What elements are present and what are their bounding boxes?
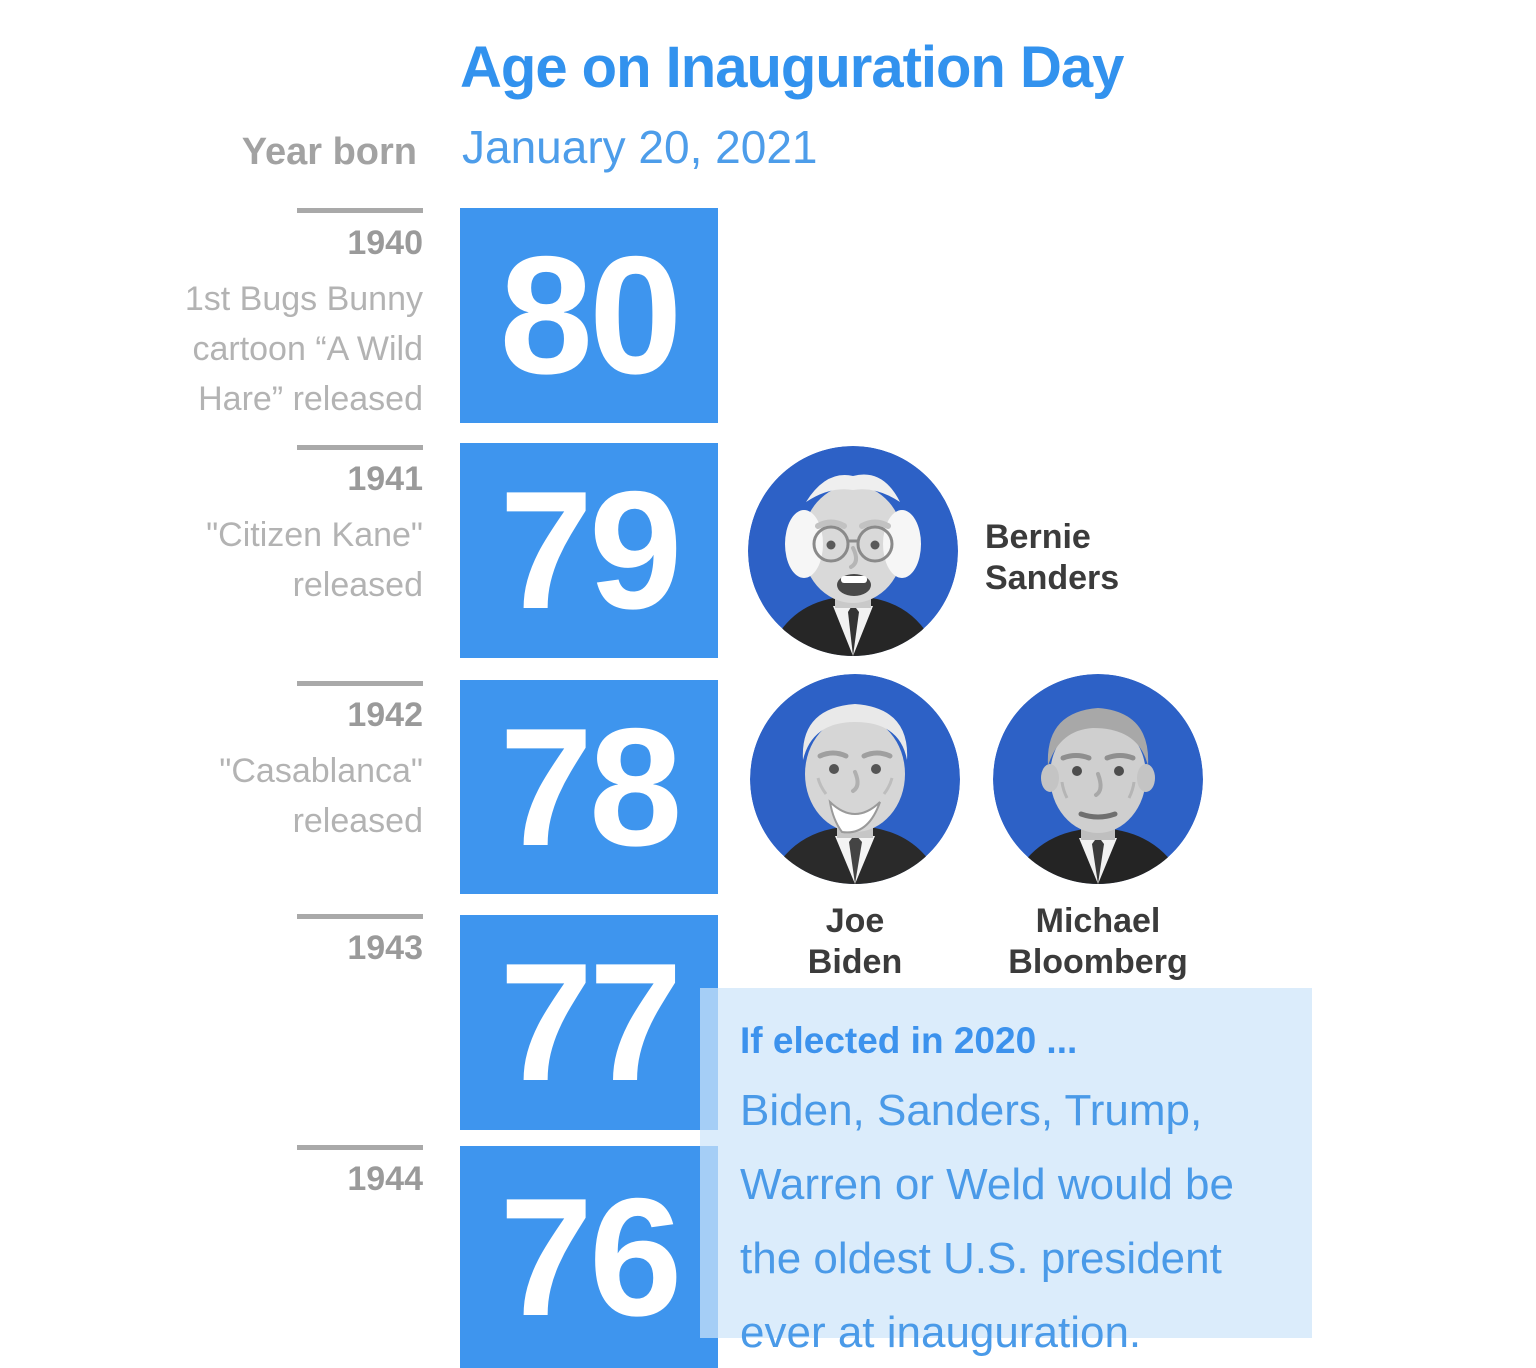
age-bar-78 (460, 680, 718, 894)
bernie-sanders-photo (748, 446, 958, 656)
age-bar-80 (460, 208, 718, 423)
year-born-axis-label: Year born (241, 131, 417, 173)
name-line: Sanders (985, 559, 1120, 597)
name-line: Joe (825, 902, 885, 940)
age-bar-79 (460, 443, 718, 658)
age-value: 80 (499, 221, 679, 409)
tick-1942 (297, 681, 423, 686)
callout-body: Biden, Sanders, Trump, Warren or Weld would be the oldest U.S. president ever at inauguration. (740, 1086, 1234, 1357)
tick-1944 (297, 1145, 423, 1150)
tick-1940 (297, 208, 423, 213)
year-label-1940: 1940 (347, 224, 423, 262)
year-label-1943: 1943 (347, 929, 423, 967)
joe-biden-label (752, 901, 958, 983)
bernie-sanders-portrait-svg (748, 446, 958, 656)
age-value: 79 (499, 456, 679, 644)
event-label-1940: 1st Bugs Bunny cartoon “A Wild Hare” released (184, 280, 423, 418)
michael-bloomberg-photo (993, 674, 1203, 884)
if-elected-callout (700, 988, 1312, 1357)
event-label-1942: "Casablanca" released (219, 752, 423, 840)
age-bar-77 (460, 915, 718, 1130)
page-title: Age on Inauguration Day (460, 35, 1124, 100)
page-subtitle: January 20, 2021 (462, 121, 818, 173)
age-value: 76 (499, 1162, 679, 1351)
joe-biden-portrait-svg (750, 674, 960, 884)
age-value: 77 (499, 928, 679, 1116)
name-line: Bloomberg (1008, 943, 1188, 981)
name-line: Biden (807, 943, 903, 981)
event-label-1941: "Citizen Kane" released (206, 516, 423, 604)
tick-1943 (297, 914, 423, 919)
joe-biden-photo (750, 674, 960, 884)
michael-bloomberg-label (946, 901, 1250, 983)
bernie-sanders-label (985, 517, 1119, 599)
callout-heading: If elected in 2020 ... (740, 1020, 1078, 1061)
name-line: Michael (1035, 902, 1161, 940)
tick-1941 (297, 445, 423, 450)
year-label-1944: 1944 (347, 1160, 423, 1198)
age-value: 78 (499, 692, 679, 881)
michael-bloomberg-portrait-svg (993, 674, 1203, 884)
year-label-1942: 1942 (347, 696, 423, 734)
year-label-1941: 1941 (347, 460, 423, 498)
age-bar-76 (460, 1146, 718, 1368)
name-line: Bernie (985, 518, 1091, 556)
